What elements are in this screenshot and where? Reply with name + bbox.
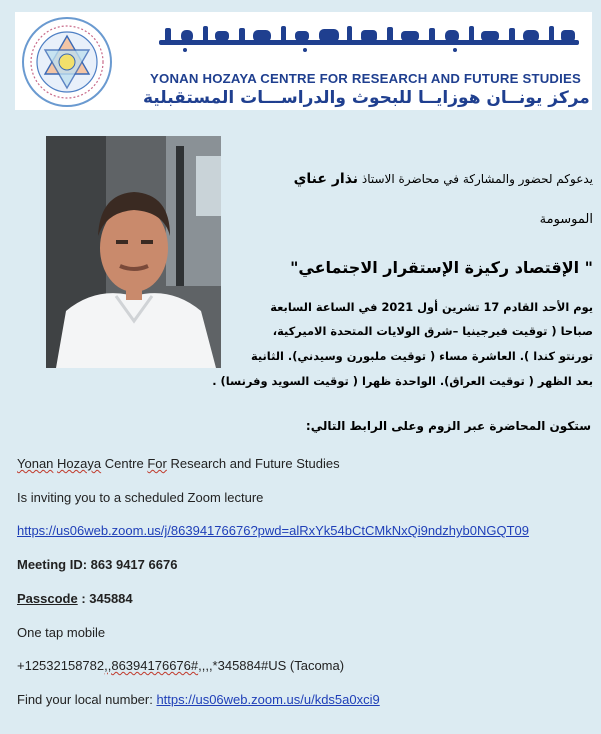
passcode-line bbox=[17, 591, 133, 606]
organizer-word: Yonan bbox=[17, 456, 54, 471]
english-title: YONAN HOZAYA CENTRE FOR RESEARCH AND FUTURE STUDIES bbox=[149, 71, 581, 86]
schedule-line: يوم الأحد القادم 17 تشرين أول 2021 في الساعة السابعة bbox=[270, 300, 593, 314]
passcode-label: Passcode bbox=[17, 591, 78, 606]
arabic-title: مركز يونــان هوزايــا للبحوث والدراســـات المستقبلية bbox=[143, 88, 590, 108]
passcode-value: : 345884 bbox=[77, 591, 133, 606]
organizer-word: Hozaya bbox=[57, 456, 102, 471]
schedule-line: تورنتو كندا ). العاشرة مساء ( توقيت ملبورن وسيدني). الثانية bbox=[250, 349, 593, 363]
organizer-word: For bbox=[147, 456, 167, 471]
organizer-line bbox=[17, 456, 340, 471]
schedule-line: بعد الظهر ( توقيت العراق). الواحدة ظهرا ( توقيت السويد وفرنسا) . bbox=[212, 374, 593, 388]
tap-number-part: ,,,,*345884#US (Tacoma) bbox=[198, 658, 345, 673]
organizer-text: Centre bbox=[101, 456, 148, 471]
zoom-join-link[interactable]: https://us06web.zoom.us/j/86394176676?pwd=alRxYk54bCtCMkNxQi9ndzhyb0NGQT09 bbox=[17, 523, 529, 538]
zoom-intro-line: ستكون المحاضرة عبر الزوم وعلى الرابط التالي: bbox=[305, 419, 591, 433]
invitation-prefix: يدعوكم لحضور والمشاركة في محاضرة الاستاذ bbox=[361, 172, 593, 186]
find-local-label: Find your local number: bbox=[17, 692, 157, 707]
tap-number-part: ,,86394176676# bbox=[104, 658, 199, 673]
described-label: الموسومة bbox=[539, 212, 593, 227]
schedule-line: صباحا ( توقيت فيرجينيا –شرق الولايات المتحدة الاميركية، bbox=[272, 324, 593, 338]
speaker-photo bbox=[46, 136, 221, 368]
organizer-text: Research and Future Studies bbox=[166, 456, 340, 471]
find-local-link[interactable]: https://us06web.zoom.us/u/kds5a0xci9 bbox=[156, 692, 380, 707]
one-tap-number bbox=[17, 658, 344, 673]
one-tap-label: One tap mobile bbox=[17, 625, 106, 640]
meeting-id: Meeting ID: 863 9417 6676 bbox=[17, 557, 178, 572]
invitation-line bbox=[294, 171, 593, 187]
centre-logo-icon bbox=[21, 16, 113, 108]
join-link-line bbox=[17, 523, 529, 538]
find-local-line bbox=[17, 692, 380, 707]
header-banner bbox=[15, 12, 592, 110]
lecture-title: " الإقتصاد ركيزة الإستقرار الاجتماعي" bbox=[290, 258, 593, 277]
syriac-title bbox=[155, 20, 585, 56]
tap-number-part: +12532158782 bbox=[17, 658, 105, 673]
invite-english: Is inviting you to a scheduled Zoom lecture bbox=[17, 490, 264, 505]
speaker-name: نذار عناي bbox=[293, 171, 359, 187]
